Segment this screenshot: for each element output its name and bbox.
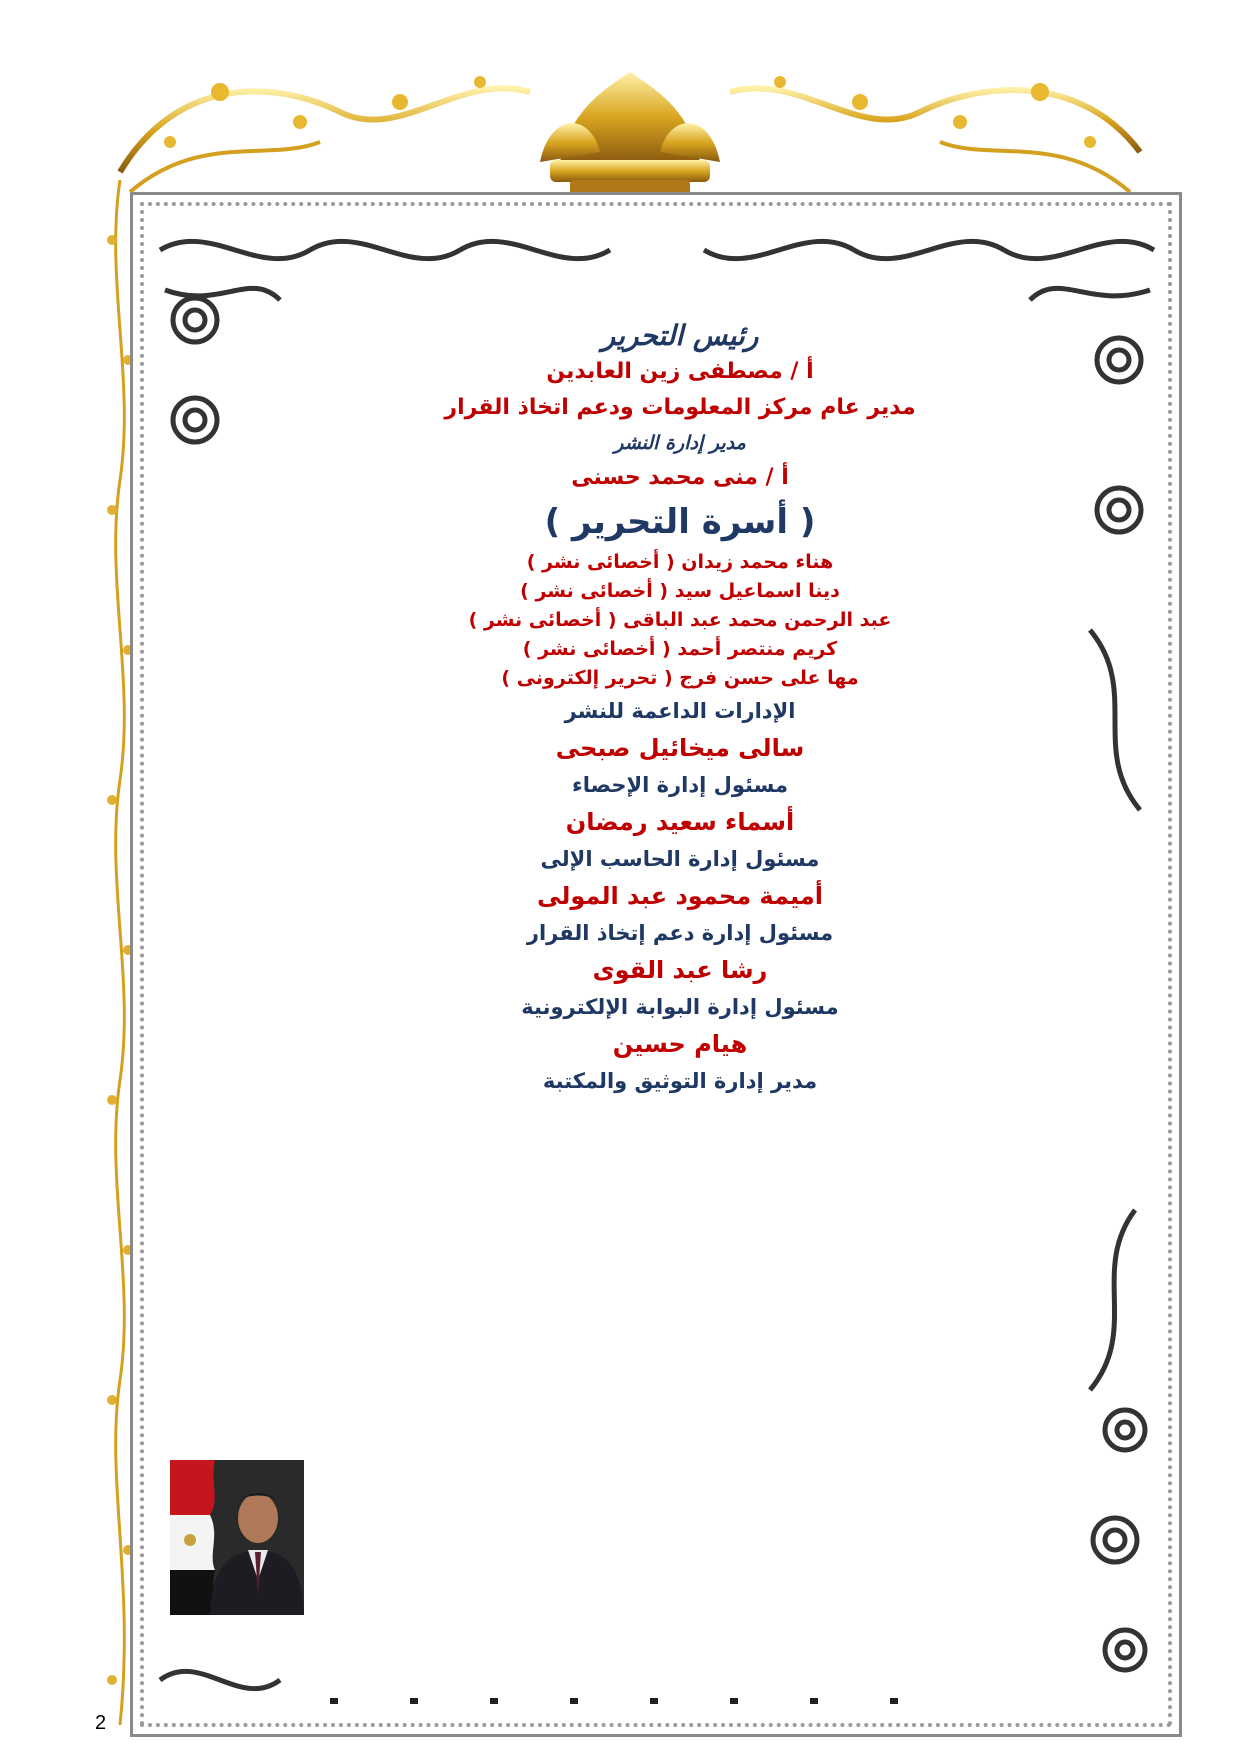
page-number: 2 [95,1712,107,1734]
chief-editor-name: أ / مصطفى زين العابدين [546,359,814,384]
editorial-board [300,318,1060,1099]
support-staff-name: سالى ميخائيل صبحى [555,734,805,762]
editorial-member: هناء محمد زيدان ( أخصائى نشر ) [526,551,834,573]
chief-editor-title: رئيس التحرير [601,319,759,352]
editorial-member: دينا اسماعيل سيد ( أخصائى نشر ) [520,580,840,602]
support-staff-name: رشا عبد القوى [592,956,768,984]
editorial-member: مها على حسن فرج ( تحرير إلكترونى ) [501,667,859,689]
publishing-manager-name: أ / منى محمد حسنى [571,465,789,490]
support-heading: الإدارات الداعمة للنشر [564,699,796,723]
editorial-member: عبد الرحمن محمد عبد الباقى ( أخصائى نشر ) [468,609,892,631]
support-staff-role: مسئول إدارة الإحصاء [572,773,788,797]
publishing-manager-title: مدير إدارة النشر [614,432,746,454]
support-staff-name: أسماء سعيد رمضان [565,808,795,836]
gold-ornament-banner [100,52,1160,202]
chief-editor-role: مدير عام مركز المعلومات ودعم اتخاذ القرار [444,395,916,420]
support-staff-role: مدير إدارة التوثيق والمكتبة [542,1069,818,1093]
editorial-family-heading: ( أسرة التحرير ) [544,502,816,542]
support-staff-role: مسئول إدارة دعم إتخاذ القرار [526,921,834,945]
support-staff-role: مسئول إدارة البوابة الإلكترونية [521,995,839,1019]
support-staff-role: مسئول إدارة الحاسب الإلى [540,847,820,871]
support-staff-name: هيام حسين [612,1030,748,1058]
portrait-photo [170,1460,304,1615]
support-staff-name: أميمة محمود عبد المولى [537,882,823,910]
editorial-member: كريم منتصر أحمد ( أخصائى نشر ) [522,638,838,660]
